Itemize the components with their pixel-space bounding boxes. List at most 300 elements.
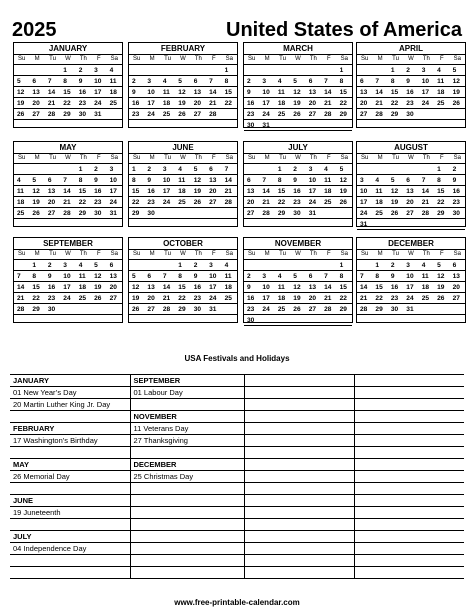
day-cell: 15: [372, 282, 387, 293]
holiday-entry: [244, 507, 354, 519]
month-calendar: [243, 237, 353, 323]
day-cell: 16: [91, 186, 106, 197]
day-cell: 15: [76, 186, 91, 197]
day-cell: 16: [450, 186, 465, 197]
day-cell: 19: [191, 186, 206, 197]
day-cell: 7: [14, 271, 29, 282]
weekday-label: Th: [79, 56, 87, 62]
weekday-label: F: [211, 56, 216, 62]
day-cell: 17: [91, 87, 106, 98]
weekday-label: Su: [133, 56, 141, 62]
weekday-label: Su: [248, 155, 256, 161]
day-cell: 24: [91, 98, 106, 109]
day-cell: 5: [91, 260, 106, 271]
weekday-label: F: [439, 155, 444, 161]
day-cell: 24: [357, 208, 372, 219]
weekday-label: W: [408, 155, 414, 161]
day-cell: 1: [388, 65, 403, 76]
day-cell: 21: [14, 293, 29, 304]
day-cell: 19: [29, 197, 44, 208]
day-cell: 22: [337, 293, 352, 304]
day-cell: [419, 219, 434, 230]
day-cell: 23: [191, 293, 206, 304]
day-cell: 26: [388, 208, 403, 219]
day-cell: [403, 164, 418, 175]
weekday-label: Th: [309, 251, 317, 257]
day-cell: 14: [259, 186, 274, 197]
day-cell: 7: [206, 76, 221, 87]
day-cell: 30: [388, 304, 403, 315]
day-cell: 18: [76, 282, 91, 293]
holiday-row: [10, 483, 464, 495]
day-cell: 15: [129, 186, 144, 197]
day-cell: 26: [434, 293, 449, 304]
weekday-label: Sa: [110, 56, 118, 62]
month-title: MAY: [14, 142, 122, 154]
day-cell: 18: [14, 197, 29, 208]
day-cell: 5: [290, 271, 305, 282]
day-cell: 16: [191, 282, 206, 293]
day-cell: [306, 315, 321, 326]
weekday-label: Th: [422, 251, 430, 257]
day-cell: 3: [259, 76, 274, 87]
day-cell: 6: [244, 175, 259, 186]
day-cell: 17: [259, 293, 274, 304]
month-title: JULY: [244, 142, 352, 154]
day-cell: 16: [45, 282, 60, 293]
day-cell: [450, 304, 465, 315]
day-cell: 30: [45, 304, 60, 315]
day-cell: [60, 164, 75, 175]
weekday-label: W: [295, 155, 301, 161]
day-cell: 29: [175, 304, 190, 315]
weekday-label: Su: [248, 56, 256, 62]
day-cell: 18: [175, 186, 190, 197]
day-cell: 1: [275, 164, 290, 175]
day-cell: [91, 304, 106, 315]
day-cell: 12: [175, 87, 190, 98]
day-cell: 10: [160, 175, 175, 186]
day-cell: 26: [290, 304, 305, 315]
day-cell: 26: [450, 98, 465, 109]
day-cell: 9: [450, 175, 465, 186]
weekday-label: Tu: [279, 251, 286, 257]
day-cell: 3: [144, 76, 159, 87]
day-cell: 15: [434, 186, 449, 197]
day-cell: 10: [206, 271, 221, 282]
day-cell: 22: [129, 197, 144, 208]
day-cell: 15: [29, 282, 44, 293]
day-cell: 28: [372, 109, 387, 120]
day-cell: 5: [129, 271, 144, 282]
day-cell: [337, 315, 352, 326]
day-cell: 9: [244, 87, 259, 98]
day-cell: 24: [206, 293, 221, 304]
day-cell: 7: [160, 271, 175, 282]
holidays-table: [10, 374, 464, 579]
day-cell: [29, 65, 44, 76]
day-cell: [337, 208, 352, 219]
day-cell: 28: [60, 208, 75, 219]
day-cell: 16: [244, 293, 259, 304]
day-cell: 2: [244, 271, 259, 282]
day-cell: 18: [222, 282, 237, 293]
day-cell: 12: [388, 186, 403, 197]
day-cell: 6: [403, 175, 418, 186]
holiday-entry: [354, 375, 464, 387]
day-cell: 27: [450, 293, 465, 304]
day-cell: 11: [76, 271, 91, 282]
day-cell: 12: [129, 282, 144, 293]
day-cell: 17: [259, 98, 274, 109]
holiday-month-heading: MAY: [10, 459, 130, 471]
holiday-entry: [354, 531, 464, 543]
month-title: SEPTEMBER: [14, 238, 122, 250]
day-cell: [60, 304, 75, 315]
day-cell: 9: [388, 271, 403, 282]
day-cell: 4: [419, 260, 434, 271]
days-grid: [129, 164, 237, 219]
day-cell: 11: [434, 76, 449, 87]
weekday-label: Th: [194, 56, 202, 62]
day-cell: 11: [222, 271, 237, 282]
day-cell: 30: [244, 120, 259, 131]
day-cell: 25: [419, 293, 434, 304]
day-cell: 5: [29, 175, 44, 186]
day-cell: 19: [337, 186, 352, 197]
holiday-entry: 19 Juneteenth: [10, 507, 130, 519]
day-cell: [107, 304, 122, 315]
holiday-row: [10, 471, 464, 483]
weekday-label: Th: [194, 155, 202, 161]
day-cell: [372, 164, 387, 175]
day-cell: 4: [107, 65, 122, 76]
day-cell: [129, 65, 144, 76]
day-cell: 10: [403, 271, 418, 282]
month-title: JUNE: [129, 142, 237, 154]
day-cell: 31: [259, 120, 274, 131]
holiday-entry: [354, 471, 464, 483]
month-title: OCTOBER: [129, 238, 237, 250]
day-cell: 25: [160, 109, 175, 120]
day-cell: 22: [60, 98, 75, 109]
holiday-row: [10, 459, 464, 471]
day-cell: 15: [275, 186, 290, 197]
weekday-label: Tu: [392, 251, 399, 257]
weekday-label: W: [180, 56, 186, 62]
day-cell: [450, 109, 465, 120]
day-cell: 3: [306, 164, 321, 175]
weekday-label: Tu: [164, 155, 171, 161]
month-calendar: [356, 237, 466, 323]
weekday-label: F: [326, 155, 331, 161]
day-cell: [419, 304, 434, 315]
holiday-entry: [10, 447, 130, 459]
day-cell: 5: [175, 76, 190, 87]
holiday-row: [10, 435, 464, 447]
day-cell: 18: [419, 282, 434, 293]
day-cell: 13: [206, 175, 221, 186]
day-cell: 8: [129, 175, 144, 186]
day-cell: [175, 65, 190, 76]
day-cell: 9: [144, 175, 159, 186]
weekday-label: M: [34, 155, 40, 161]
day-cell: [222, 109, 237, 120]
day-cell: 26: [91, 293, 106, 304]
day-cell: 1: [29, 260, 44, 271]
holiday-row: [10, 543, 464, 555]
day-cell: 29: [129, 208, 144, 219]
weekday-header: [129, 250, 237, 260]
day-cell: [222, 304, 237, 315]
holiday-row: [10, 519, 464, 531]
holiday-entry: [354, 447, 464, 459]
day-cell: 5: [290, 76, 305, 87]
day-cell: 13: [306, 282, 321, 293]
day-cell: 6: [357, 76, 372, 87]
holiday-entry: [354, 567, 464, 579]
day-cell: 16: [144, 186, 159, 197]
day-cell: 24: [60, 293, 75, 304]
day-cell: 14: [321, 282, 336, 293]
holiday-entry: [244, 495, 354, 507]
day-cell: [321, 65, 336, 76]
weekday-label: M: [149, 251, 155, 257]
day-cell: 4: [321, 164, 336, 175]
day-cell: 17: [60, 282, 75, 293]
holiday-row: [10, 375, 464, 387]
weekday-label: F: [211, 155, 216, 161]
day-cell: 11: [14, 186, 29, 197]
day-cell: 22: [222, 98, 237, 109]
weekday-label: F: [439, 251, 444, 257]
day-cell: 9: [91, 175, 106, 186]
day-cell: 28: [206, 109, 221, 120]
weekday-header: [244, 55, 352, 65]
day-cell: [434, 219, 449, 230]
day-cell: 21: [321, 293, 336, 304]
holiday-entry: [130, 447, 244, 459]
weekday-header: [129, 154, 237, 164]
day-cell: 6: [144, 271, 159, 282]
day-cell: 8: [76, 175, 91, 186]
day-cell: 28: [259, 208, 274, 219]
day-cell: 26: [175, 109, 190, 120]
holiday-entry: [244, 387, 354, 399]
holiday-entry: [10, 411, 130, 423]
weekday-header: [244, 154, 352, 164]
day-cell: 1: [76, 164, 91, 175]
weekday-label: M: [264, 56, 270, 62]
day-cell: 2: [45, 260, 60, 271]
day-cell: 24: [419, 98, 434, 109]
day-cell: 29: [275, 208, 290, 219]
month-title: MARCH: [244, 43, 352, 55]
holiday-entry: [244, 423, 354, 435]
holiday-entry: 25 Christmas Day: [130, 471, 244, 483]
weekday-label: Su: [248, 251, 256, 257]
month-calendar: [128, 42, 238, 128]
day-cell: 10: [60, 271, 75, 282]
day-cell: 1: [60, 65, 75, 76]
day-cell: 14: [321, 87, 336, 98]
holiday-entry: [130, 567, 244, 579]
days-grid: [357, 260, 465, 315]
day-cell: 28: [14, 304, 29, 315]
day-cell: 16: [290, 186, 305, 197]
day-cell: 14: [160, 282, 175, 293]
holiday-month-heading: FEBRUARY: [10, 423, 130, 435]
holiday-row: [10, 411, 464, 423]
day-cell: 27: [306, 304, 321, 315]
holiday-month-heading: JULY: [10, 531, 130, 543]
holiday-row: [10, 555, 464, 567]
day-cell: 18: [434, 87, 449, 98]
day-cell: 3: [419, 65, 434, 76]
day-cell: 8: [29, 271, 44, 282]
day-cell: 23: [91, 197, 106, 208]
day-cell: 16: [244, 98, 259, 109]
day-cell: 27: [191, 109, 206, 120]
days-grid: [14, 164, 122, 219]
day-cell: 24: [306, 197, 321, 208]
day-cell: 20: [107, 282, 122, 293]
day-cell: 8: [337, 76, 352, 87]
day-cell: 7: [419, 175, 434, 186]
day-cell: [259, 65, 274, 76]
day-cell: 22: [434, 197, 449, 208]
day-cell: 31: [91, 109, 106, 120]
day-cell: 4: [14, 175, 29, 186]
weekday-label: W: [65, 155, 71, 161]
day-cell: 15: [337, 87, 352, 98]
day-cell: 3: [160, 164, 175, 175]
weekday-label: Tu: [392, 56, 399, 62]
days-grid: [14, 260, 122, 315]
day-cell: 2: [76, 65, 91, 76]
day-cell: 8: [372, 271, 387, 282]
day-cell: 5: [450, 65, 465, 76]
weekday-label: F: [326, 251, 331, 257]
day-cell: [14, 65, 29, 76]
day-cell: 13: [45, 186, 60, 197]
day-cell: 7: [259, 175, 274, 186]
day-cell: 25: [222, 293, 237, 304]
day-cell: 27: [403, 208, 418, 219]
day-cell: 6: [29, 76, 44, 87]
day-cell: 9: [403, 76, 418, 87]
weekday-label: Tu: [49, 56, 56, 62]
holiday-entry: [354, 483, 464, 495]
day-cell: 2: [191, 260, 206, 271]
day-cell: 21: [372, 98, 387, 109]
day-cell: 28: [160, 304, 175, 315]
holiday-entry: [244, 447, 354, 459]
day-cell: 23: [244, 304, 259, 315]
weekday-label: F: [96, 56, 101, 62]
day-cell: 27: [306, 109, 321, 120]
day-cell: 14: [357, 282, 372, 293]
weekday-label: Su: [133, 155, 141, 161]
day-cell: 30: [290, 208, 305, 219]
day-cell: 24: [144, 109, 159, 120]
day-cell: 20: [450, 282, 465, 293]
day-cell: 2: [129, 76, 144, 87]
day-cell: 17: [107, 186, 122, 197]
day-cell: 4: [434, 65, 449, 76]
day-cell: 10: [259, 87, 274, 98]
day-cell: 24: [259, 304, 274, 315]
footer-url: www.free-printable-calendar.com: [174, 598, 300, 607]
day-cell: 6: [206, 164, 221, 175]
weekday-label: Su: [361, 56, 369, 62]
day-cell: 13: [191, 87, 206, 98]
day-cell: [275, 65, 290, 76]
day-cell: 28: [321, 109, 336, 120]
weekday-label: Th: [79, 251, 87, 257]
day-cell: [206, 208, 221, 219]
month-calendar: [13, 141, 123, 227]
day-cell: 14: [372, 87, 387, 98]
day-cell: [259, 260, 274, 271]
day-cell: 6: [450, 260, 465, 271]
days-grid: [14, 65, 122, 120]
day-cell: 17: [206, 282, 221, 293]
month-calendar: [243, 42, 353, 128]
weekday-label: W: [295, 251, 301, 257]
day-cell: [388, 219, 403, 230]
day-cell: [290, 315, 305, 326]
day-cell: 5: [337, 164, 352, 175]
day-cell: 10: [107, 175, 122, 186]
holiday-entry: 04 Independence Day: [10, 543, 130, 555]
weekday-label: Th: [309, 155, 317, 161]
day-cell: 30: [91, 208, 106, 219]
weekday-label: Th: [194, 251, 202, 257]
day-cell: 10: [144, 87, 159, 98]
day-cell: 30: [244, 315, 259, 326]
day-cell: 6: [107, 260, 122, 271]
holiday-entry: [10, 483, 130, 495]
holiday-entry: [354, 519, 464, 531]
day-cell: 10: [306, 175, 321, 186]
day-cell: 12: [337, 175, 352, 186]
day-cell: 3: [60, 260, 75, 271]
day-cell: [357, 65, 372, 76]
day-cell: 14: [45, 87, 60, 98]
day-cell: 19: [388, 197, 403, 208]
weekday-label: W: [408, 251, 414, 257]
weekday-label: Tu: [49, 251, 56, 257]
day-cell: 28: [45, 109, 60, 120]
holiday-entry: [130, 495, 244, 507]
day-cell: 13: [107, 271, 122, 282]
weekday-label: W: [408, 56, 414, 62]
day-cell: [191, 65, 206, 76]
day-cell: 7: [372, 76, 387, 87]
holiday-entry: [130, 399, 244, 411]
weekday-label: Su: [18, 56, 26, 62]
holiday-entry: [244, 375, 354, 387]
day-cell: [175, 208, 190, 219]
weekday-label: Sa: [110, 251, 118, 257]
year-title: 2025: [12, 19, 57, 41]
day-cell: 30: [403, 109, 418, 120]
weekday-label: Th: [422, 155, 430, 161]
weekday-label: Sa: [453, 251, 461, 257]
weekday-label: Th: [422, 56, 430, 62]
day-cell: 22: [175, 293, 190, 304]
